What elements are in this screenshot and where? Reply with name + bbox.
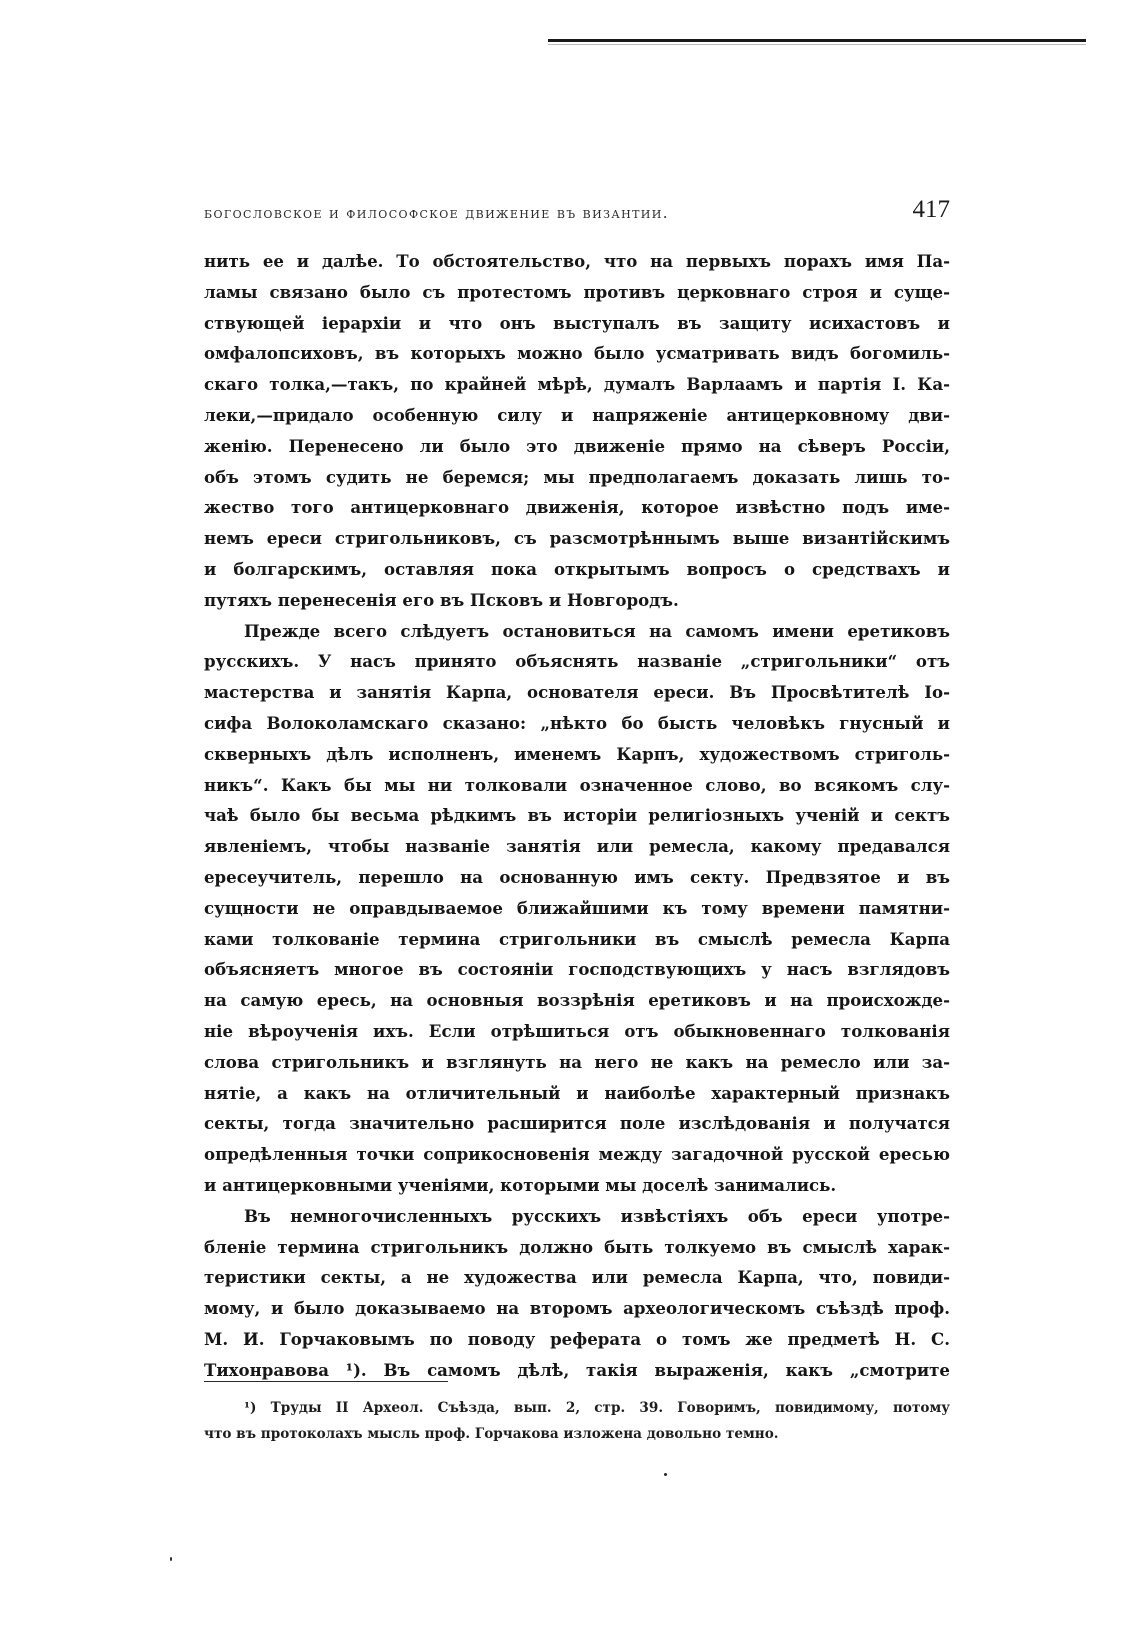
footnote-line: что въ протоколахъ мысль проф. Горчакова изложена довольно темно. — [204, 1426, 779, 1442]
text-line: опредѣленныя точки соприкосновенія между загадочной русской ересью — [204, 1144, 950, 1165]
footnotes — [204, 1395, 950, 1447]
text-line: скверныхъ дѣлъ исполненъ, именемъ Карпъ, художествомъ стриголь- — [204, 743, 950, 764]
text-line: теристики секты, а не художества или ремесла Карпа, что, повиди- — [204, 1267, 950, 1288]
text-line: ересеучитель, перешло на основанную имъ секту. Предвзятое и въ — [204, 866, 950, 887]
text-line: жество того антицерковнаго движенія, которое извѣстно подъ име- — [204, 497, 950, 518]
text-line: на самую ересь, на основныя воззрѣнія еретиковъ и на происхожде- — [204, 990, 950, 1011]
text-line: секты, тогда значительно расширится поле изслѣдованія и получатся — [204, 1113, 950, 1134]
text-line: мастерства и занятія Карпа, основателя ереси. Въ Просвѣтителѣ Іо- — [204, 682, 950, 703]
text-line: мому, и было доказываемо на второмъ археологическомъ съѣздѣ проф. — [204, 1298, 950, 1319]
text-line: Тихонравова ¹). Въ самомъ дѣлѣ, такія выраженія, какъ „смотрите — [204, 1359, 950, 1380]
text-line: ніе вѣроученія ихъ. Если отрѣшиться отъ обыкновеннаго толкованія — [204, 1020, 950, 1041]
text-line: нятіе, а какъ на отличительный и наиболѣе характерный признакъ — [204, 1082, 950, 1103]
page-number: 417 — [912, 196, 950, 223]
text-line: сифа Волоколамскаго сказано: „нѣкто бо бысть человѣкъ гнусный и — [204, 712, 950, 733]
top-border-shadow — [548, 44, 1086, 45]
text-line: русскихъ. У насъ принято объяснять названіе „стригольники“ отъ — [204, 651, 950, 672]
paragraph-start-line: Прежде всего слѣдуетъ остановиться на самомъ имени еретиковъ — [244, 620, 950, 641]
print-speck — [170, 1557, 172, 1561]
paragraph-start-line: Въ немногочисленныхъ русскихъ извѣстіяхъ объ ереси употре- — [244, 1205, 950, 1226]
body-text — [204, 246, 950, 1385]
print-speck — [664, 1473, 667, 1476]
text-line: объясняетъ многое въ состояніи господствующихъ у насъ взглядовъ — [204, 959, 950, 980]
text-line: явленіемъ, чтобы названіе занятія или ремесла, какому предавался — [204, 836, 950, 857]
text-line: слова стригольникъ и взглянуть на него не какъ на ремесло или за- — [204, 1051, 950, 1072]
text-line: никъ“. Какъ бы мы ни толковали означенное слово, во всякомъ слу- — [204, 774, 950, 795]
text-line: омфалопсиховъ, въ которыхъ можно было усматривать видъ богомиль- — [204, 343, 950, 364]
text-line: скаго толка,—такъ, по крайней мѣрѣ, думалъ Варлаамъ и партія І. Ка- — [204, 374, 950, 395]
text-line: путяхъ перенесенія его въ Псковъ и Новгородъ. — [204, 589, 679, 610]
text-line: объ этомъ судить не беремся; мы предполагаемъ доказать лишь то- — [204, 466, 950, 487]
text-line: и болгарскимъ, оставляя пока открытымъ вопросъ о средствахъ и — [204, 558, 950, 579]
text-line: ками толкованіе термина стригольники въ смыслѣ ремесла Карпа — [204, 928, 950, 949]
text-line: женію. Перенесено ли было это движеніе прямо на сѣверъ Россіи, — [204, 435, 950, 456]
running-title: богословское и философское движение въ византии. — [204, 204, 669, 222]
footnote-separator — [204, 1381, 448, 1382]
text-line: М. И. Горчаковымъ по поводу реферата о томъ же предметѣ Н. С. — [204, 1328, 950, 1349]
text-line: бленіе термина стригольникъ должно быть толкуемо въ смыслѣ харак- — [204, 1236, 950, 1257]
text-line: чаѣ было бы весьма рѣдкимъ въ исторіи религіозныхъ ученій и сектъ — [204, 805, 950, 826]
text-line: леки,—придало особенную силу и напряженіе антицерковному дви- — [204, 404, 950, 425]
text-line: ствующей іерархіи и что онъ выступалъ въ защиту исихастовъ и — [204, 312, 950, 333]
text-line: немъ ереси стригольниковъ, съ разсмотрѣннымъ выше византійскимъ — [204, 528, 950, 549]
running-head — [204, 196, 950, 230]
text-line: нить ее и далѣе. То обстоятельство, что на первыхъ порахъ имя Па- — [204, 251, 950, 271]
text-line: ламы связано было съ протестомъ противъ церковнаго строя и суще- — [204, 281, 950, 302]
text-line: и антицерковными ученіями, которыми мы доселѣ занимались. — [204, 1174, 837, 1195]
text-line: сущности не оправдываемое ближайшими къ тому времени памятни- — [204, 897, 950, 918]
footnote-line: ¹) Труды II Археол. Съѣзда, вып. 2, стр. 39. Говоримъ, повидимому, потому — [244, 1400, 950, 1416]
top-border-rule — [548, 39, 1086, 42]
